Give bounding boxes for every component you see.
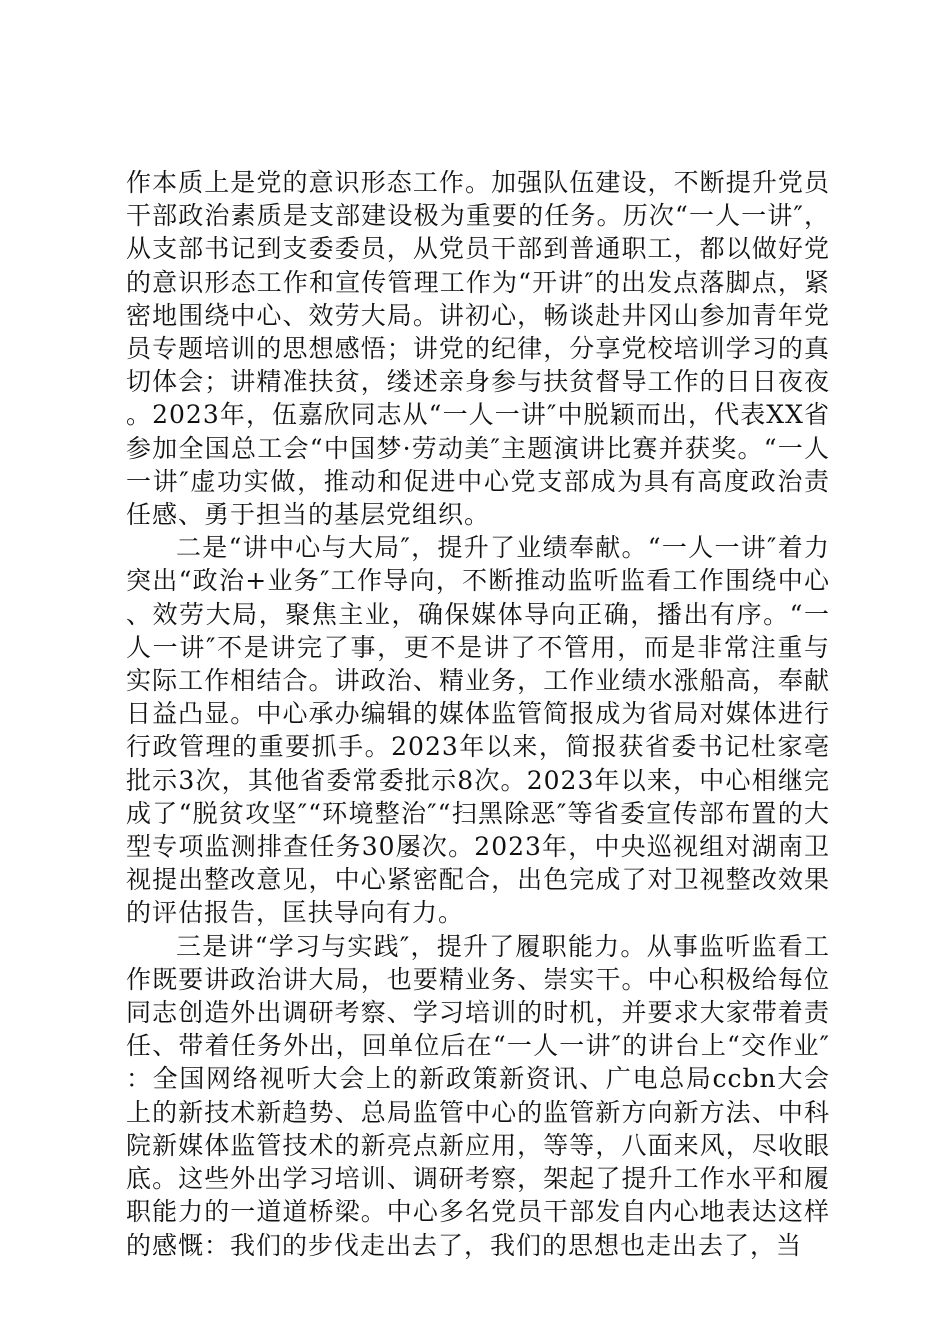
paragraph-1: 作本质上是党的意识形态工作。加强队伍建设，不断提升党员干部政治素质是支部建设极为重要的任务。历次“一人一讲″，从支部书记到支委委员，从党员干部到普通职工，都以做好党的意识形态工作和宣传管理工作为“开讲″的出发点落脚点，紧密地围绕中心、效劳大局。讲初心，畅谈赴井冈山参加青年党员专题培训的思想感悟；讲党的纪律，分享党校培训学习的真切体会；讲精准扶贫，缕述亲身参与扶贫督导工作的日日夜夜。2023年，伍嘉欣同志从“一人一讲″中脱颖而出，代表XX省参加全国总工会“中国梦·劳动美″主题演讲比赛并获奖。“一人一讲″虚功实做，推动和促进中心党支部成为具有高度政治责任感、勇于担当的基层党组织。 — [126, 168, 830, 530]
document-body — [126, 166, 830, 1262]
paragraph-2: 二是“讲中心与大局″，提升了业绩奉献。“一人一讲″着力突出“政治+业务″工作导向，不断推动监听监看工作围绕中心、效劳大局，聚焦主业，确保媒体导向正确，播出有序。“一人一讲″不是讲完了事，更不是讲了不管用，而是非常注重与实际工作相结合。讲政治、精业务，工作业绩水涨船高，奉献日益凸显。中心承办编辑的媒体监管简报成为省局对媒体进行行政管理的重要抓手。2023年以来，简报获省委书记杜家亳批示3次，其他省委常委批示8次。2023年以来，中心相继完成了“脱贫攻坚″“环境整治″“扫黑除恶″等省委宣传部布置的大型专项监测排查任务30屡次。2023年，中央巡视组对湖南卫视提出整改意见，中心紧密配合，出色完成了对卫视整改效果的评估报告，匡扶导向有力。 — [126, 533, 830, 928]
paragraph-3: 三是讲“学习与实践″，提升了履职能力。从事监听监看工作既要讲政治讲大局，也要精业务、崇实干。中心积极给每位同志创造外出调研考察、学习培训的时机，并要求大家带着责任、带着任务外出，回单位后在“一人一讲″的讲台上“交作业″：全国网络视听大会上的新政策新资讯、广电总局ccbn大会上的新技术新趋势、总局监管中心的监管新方向新方法、中科院新媒体监管技术的新亮点新应用，等等，八面来风，尽收眼底。这些外出学习培训、调研考察，架起了提升工作水平和履职能力的一道道桥梁。中心多名党员干部发自内心地表达这样的感慨：我们的步伐走出去了，我们的思想也走出去了，当 — [126, 931, 830, 1260]
